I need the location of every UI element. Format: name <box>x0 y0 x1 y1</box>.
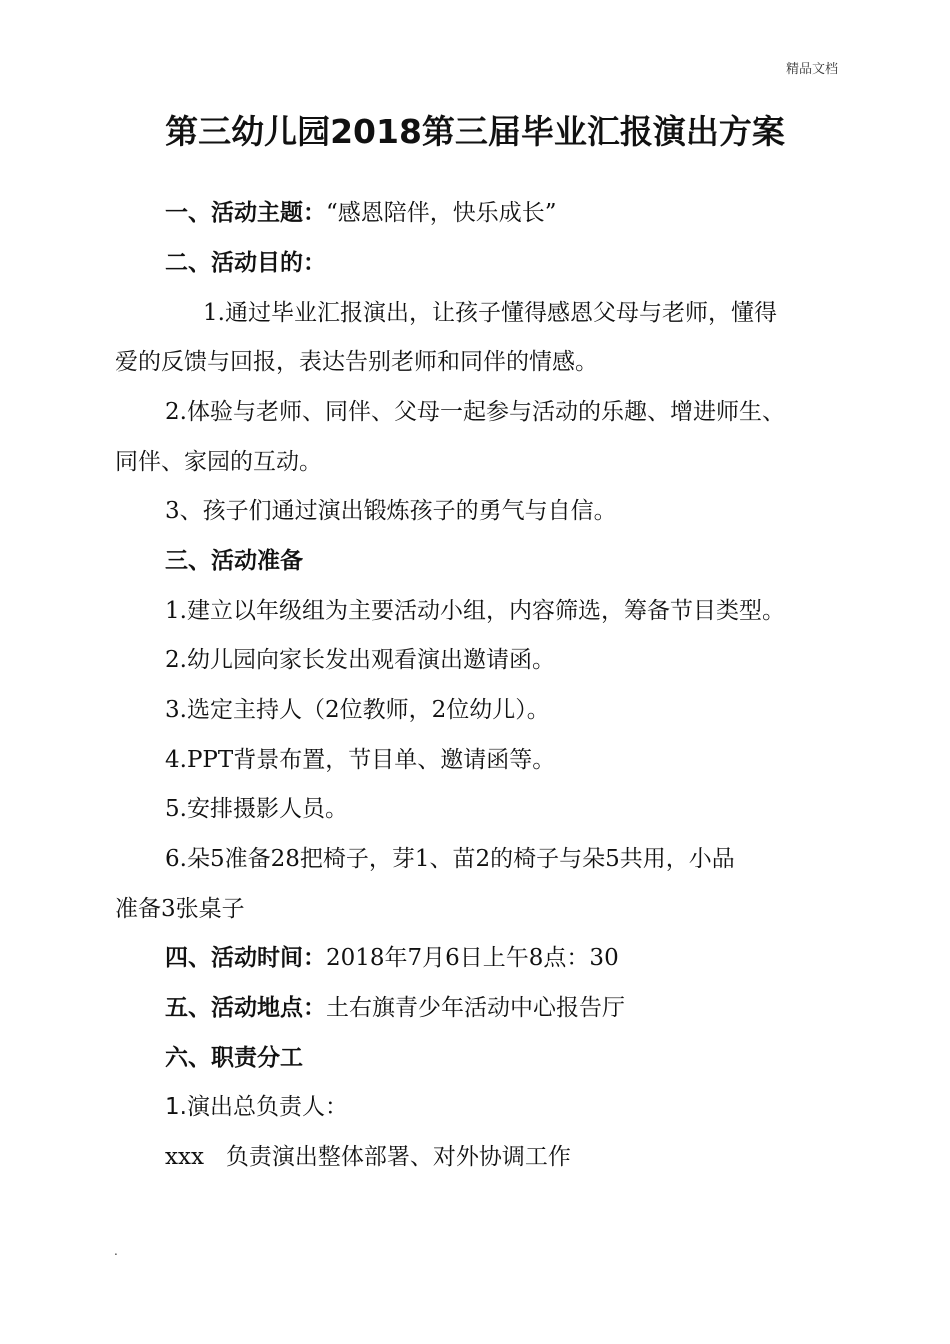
preparation-item-1: 1.建立以年级组为主要活动小组，内容筛选，筹备节目类型。 <box>165 598 785 624</box>
section-theme-text: “感恩陪伴，快乐成长” <box>326 200 557 226</box>
section-location <box>165 993 625 1023</box>
section-theme <box>165 198 557 228</box>
purpose-item-2-line-2: 同伴、家园的互动。 <box>115 449 322 475</box>
preparation-item-5: 5.安排摄影人员。 <box>165 796 348 822</box>
purpose-item-3: 3、孩子们通过演出锻炼孩子的勇气与自信。 <box>165 498 617 524</box>
duties-item-1: xxx 负责演出整体部署、对外协调工作 <box>165 1144 571 1170</box>
section-location-text: 土右旗青少年活动中心报告厅 <box>326 995 625 1021</box>
preparation-item-6-line-2: 准备3张桌子 <box>115 896 245 922</box>
purpose-item-1-line-1: 1.通过毕业汇报演出，让孩子懂得感恩父母与老师，懂得 <box>203 300 777 326</box>
document-title: 第三幼儿园2018第三届毕业汇报演出方案 <box>165 112 785 151</box>
duties-subheading-1: 1.演出总负责人： <box>165 1094 348 1120</box>
section-purpose-label: 二、活动目的： <box>165 250 326 276</box>
header-note: 精品文档 <box>785 62 838 77</box>
section-theme-label: 一、活动主题： <box>165 200 326 226</box>
section-time-label: 四、活动时间： <box>165 945 326 971</box>
preparation-item-3: 3.选定主持人（2位教师，2位幼儿）。 <box>165 697 550 723</box>
section-duties-label: 六、职责分工 <box>165 1045 303 1071</box>
section-time-text: 2018年7月6日上午8点：30 <box>326 945 619 971</box>
section-time <box>165 943 619 973</box>
section-location-label: 五、活动地点： <box>165 995 326 1021</box>
footer-mark: . <box>114 1244 118 1258</box>
preparation-item-6-line-1: 6.朵5准备28把椅子，芽1、苗2的椅子与朵5共用，小品 <box>165 846 735 872</box>
purpose-item-1-line-2: 爱的反馈与回报，表达告别老师和同伴的情感。 <box>115 349 598 375</box>
preparation-item-2: 2.幼儿园向家长发出观看演出邀请函。 <box>165 647 555 673</box>
purpose-item-2-line-1: 2.体验与老师、同伴、父母一起参与活动的乐趣、增进师生、 <box>165 399 785 425</box>
section-preparation-label: 三、活动准备 <box>165 548 303 574</box>
preparation-item-4: 4.PPT背景布置，节目单、邀请函等。 <box>165 747 556 773</box>
